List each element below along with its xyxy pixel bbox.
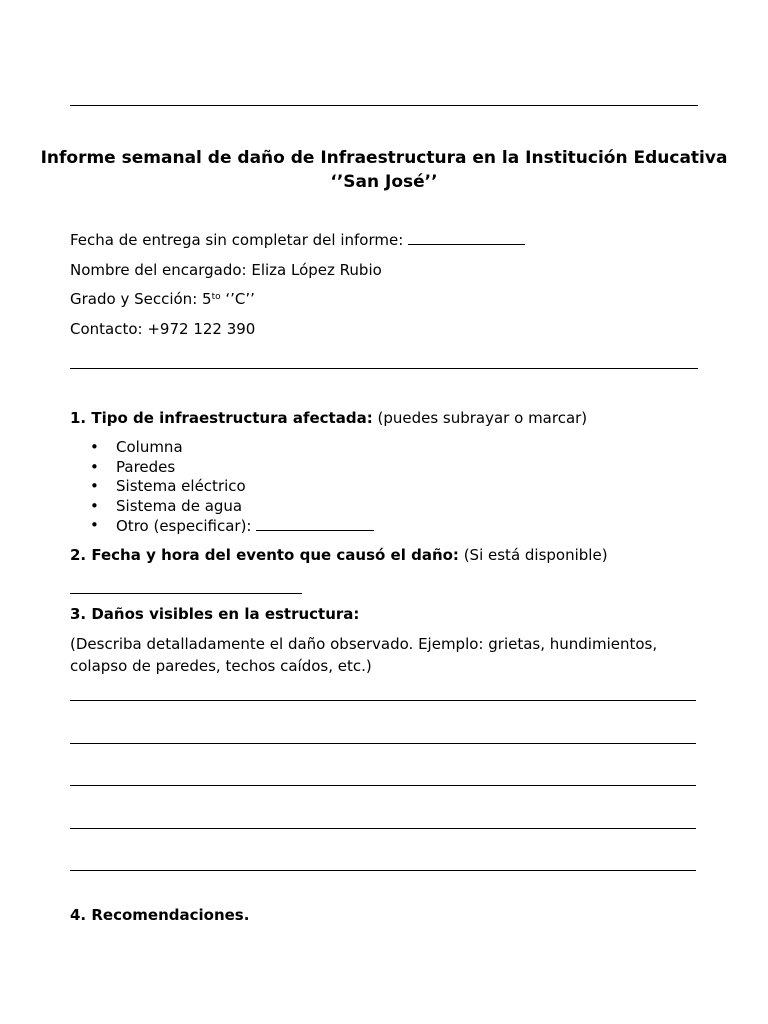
damage-line-2[interactable] (70, 743, 696, 744)
grado-superscript: to (211, 292, 221, 302)
report-title: Informe semanal de daño de Infraestructura en la Institución Educativa ‘’San José’’ (40, 148, 728, 192)
list-item-label: Paredes (116, 457, 176, 476)
list-item-otro[interactable] (70, 516, 374, 536)
bullet-icon: • (90, 438, 99, 456)
section-1-note: (puedes subrayar o marcar) (372, 409, 588, 427)
infrastructure-type-list (70, 438, 374, 536)
fecha-entrega-label: Fecha de entrega sin completar del informe: (70, 231, 404, 249)
otro-blank[interactable] (256, 516, 374, 531)
damage-line-3[interactable] (70, 785, 696, 786)
list-item-label: Sistema eléctrico (116, 477, 246, 495)
list-item-columna[interactable] (70, 438, 374, 458)
section-1-heading-line (70, 408, 587, 428)
section-3-description: (Describa detalladamente el daño observado. Ejemplo: grietas, hundimientos, colapso de paredes, techos caídos, etc.) (70, 635, 658, 675)
section-4-heading: 4. Recomendaciones. (70, 906, 250, 924)
bullet-icon: • (90, 496, 99, 515)
contacto-field: Contacto: +972 122 390 (70, 320, 256, 338)
top-rule (70, 105, 698, 106)
section-2-heading: 2. Fecha y hora del evento que causó el daño: (70, 546, 459, 564)
damage-line-4[interactable] (70, 828, 696, 829)
damage-line-1[interactable] (70, 700, 696, 701)
encargado-field: Nombre del encargado: Eliza López Rubio (70, 261, 382, 279)
list-item-label: Sistema de agua (116, 496, 243, 515)
grado-field (70, 289, 255, 309)
section-3-heading: 3. Daños visibles en la estructura: (70, 605, 360, 623)
list-item-sistema-electrico[interactable] (70, 477, 374, 497)
list-item-sistema-agua[interactable] (70, 497, 374, 517)
list-item-label: Otro (especificar): (116, 517, 252, 535)
header-divider (70, 368, 698, 369)
damage-line-5[interactable] (70, 870, 696, 871)
section-2-note: (Si está disponible) (458, 546, 608, 564)
grado-prefix: Grado y Sección: 5 (70, 290, 212, 308)
list-item-paredes[interactable] (70, 458, 374, 478)
event-date-blank[interactable] (70, 593, 302, 594)
section-2-heading-line (70, 545, 608, 565)
fecha-entrega-blank[interactable] (408, 230, 525, 245)
bullet-icon: • (90, 457, 99, 476)
list-item-label: Columna (116, 438, 183, 456)
fecha-entrega-field (70, 230, 525, 250)
grado-suffix: ‘’C’’ (220, 290, 255, 308)
bullet-icon: • (90, 477, 99, 495)
section-1-heading: 1. Tipo de infraestructura afectada: (70, 409, 373, 427)
bullet-icon: • (90, 516, 99, 534)
